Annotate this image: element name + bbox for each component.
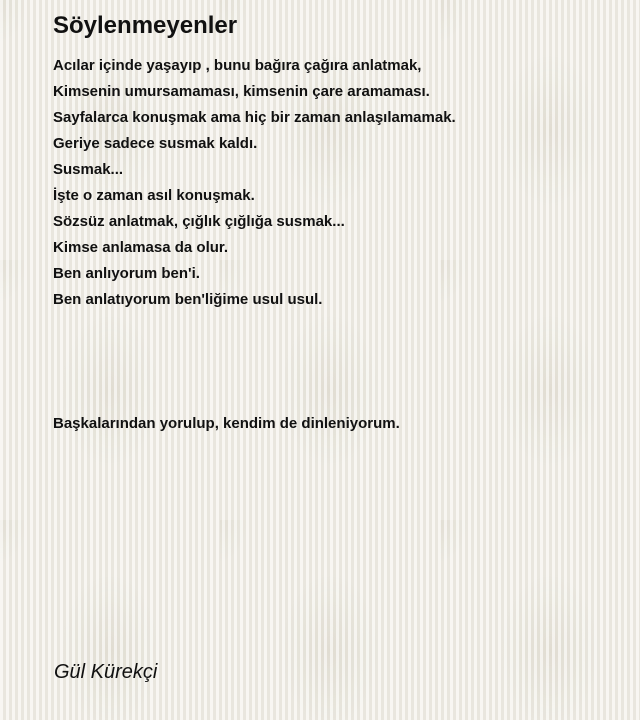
poem-title: Söylenmeyenler [53,12,238,39]
poem-line: Sayfalarca konuşmak ama hiç bir zaman anlaşılamamak. [53,109,456,126]
poem-epilogue: Başkalarından yorulup, kendim de dinleniyorum. [53,415,400,432]
poem-line: Sözsüz anlatmak, çığlık çığlığa susmak... [53,213,345,230]
poem-line: Kimsenin umursamaması, kimsenin çare aramaması. [53,83,430,100]
poem-line: Ben anlıyorum ben'i. [53,265,200,282]
poem-line: Susmak... [53,161,124,178]
poem-line: İşte o zaman asıl konuşmak. [53,187,255,204]
poem-body [53,53,623,313]
poem-line: Ben anlatıyorum ben'liğime usul usul. [53,291,323,308]
poem-author: Gül Kürekçi [54,661,158,683]
poem-line: Acılar içinde yaşayıp , bunu bağıra çağıra anlatmak, [53,57,422,74]
poem-line: Kimse anlamasa da olur. [53,239,229,256]
poem-line: Geriye sadece susmak kaldı. [53,135,258,152]
